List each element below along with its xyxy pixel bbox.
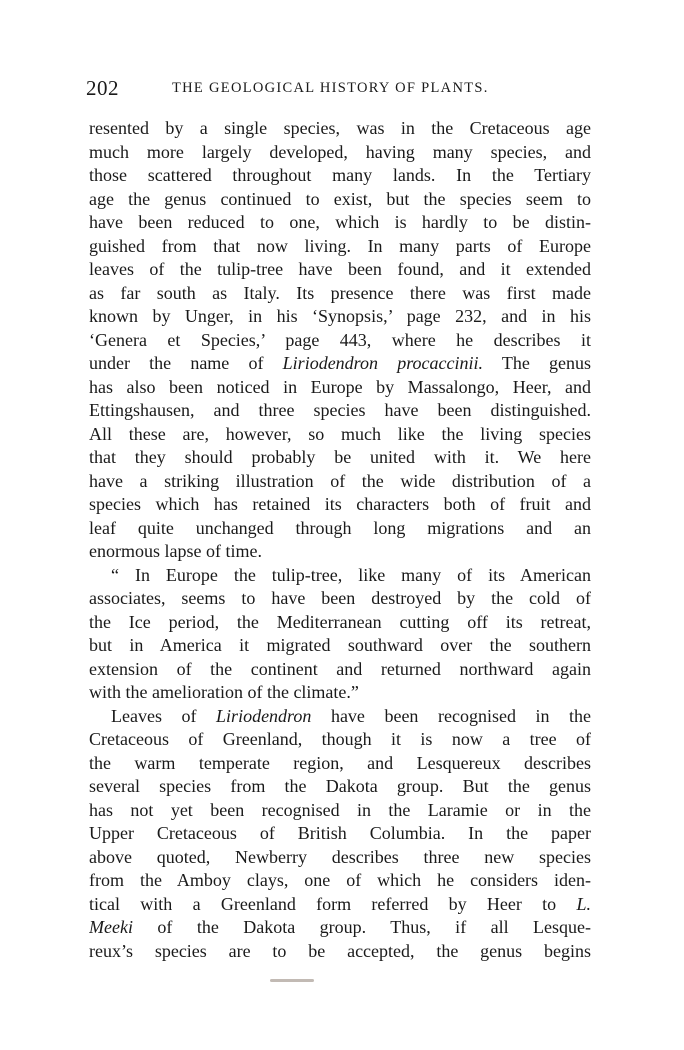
text-line: the warm temperate region, and Lesquereux describes — [89, 752, 591, 773]
text-line — [89, 352, 591, 376]
text-line: as far south as Italy. Its presence there was first made — [89, 282, 591, 303]
text-line: Ettingshausen, and three species have been distinguished. — [89, 400, 591, 420]
text-line: species which has retained its characters both of fruit and — [89, 494, 591, 514]
running-head — [86, 76, 596, 104]
text-line: “ In Europe the tulip-tree, like many of its American — [111, 564, 591, 585]
text-line: ‘Genera et Species,’ page 443, where he describes it — [89, 329, 591, 350]
text-line: has also been noticed in Europe by Massalongo, Heer, and — [89, 376, 591, 397]
text-line: those scattered throughout many lands. In the Tertiary — [89, 165, 591, 185]
text-segment: Leaves of — [111, 705, 197, 726]
text-line: that they should probably be united with it. We here — [89, 447, 591, 467]
body-text — [89, 117, 591, 963]
paragraph — [89, 117, 591, 564]
page-number: 202 — [86, 76, 119, 100]
text-line: enormous lapse of time. — [89, 541, 262, 561]
paragraph — [89, 705, 591, 964]
text-line: above quoted, Newberry describes three new species — [89, 846, 591, 867]
text-segment: under the name of — [89, 353, 264, 373]
text-line: associates, seems to have been destroyed by the cold of — [89, 588, 591, 608]
text-line: much more largely developed, having many species, and — [89, 141, 591, 162]
text-line: Cretaceous of Greenland, though it is now a tree of — [89, 729, 591, 749]
text-line: have a striking illustration of the wide distribution of a — [89, 470, 591, 491]
text-line: has not yet been recognised in the Laramie or in the — [89, 799, 591, 820]
text-line — [89, 916, 591, 940]
text-line: resented by a single species, was in the Cretaceous age — [89, 118, 591, 138]
text-line: known by Unger, in his ‘Synopsis,’ page 232, and in his — [89, 306, 591, 326]
text-line: Upper Cretaceous of British Columbia. In the paper — [89, 823, 591, 843]
text-line: several species from the Dakota group. But the genus — [89, 776, 591, 796]
text-segment: of the Dakota group. Thus, if all Lesque- — [157, 917, 591, 937]
text-line: reux’s species are to be accepted, the genus begins — [89, 940, 591, 961]
text-line: the Ice period, the Mediterranean cutting off its retreat, — [89, 611, 591, 632]
text-line: guished from that now living. In many parts of Europe — [89, 235, 591, 256]
italic-species-name: Meeki — [89, 917, 133, 937]
text-segment: The genus — [501, 353, 591, 373]
text-line: extension of the continent and returned northward again — [89, 658, 591, 679]
ink-smudge — [270, 979, 314, 982]
text-line: but in America it migrated southward over the southern — [89, 635, 591, 655]
text-line: All these are, however, so much like the living species — [89, 423, 591, 444]
text-line: leaf quite unchanged through long migrations and an — [89, 517, 591, 538]
text-line: from the Amboy clays, one of which he considers iden- — [89, 870, 591, 890]
italic-genus-name: Liriodendron — [216, 705, 312, 726]
text-line: age the genus continued to exist, but the species seem to — [89, 188, 591, 209]
text-line — [89, 893, 591, 917]
quoted-paragraph — [89, 564, 591, 705]
text-line — [89, 705, 591, 729]
italic-species-name: Liriodendron procaccinii. — [282, 353, 483, 373]
text-line: with the amelioration of the climate.” — [89, 682, 359, 702]
text-line: have been reduced to one, which is hardly to be distin- — [89, 212, 591, 232]
italic-genus-abbrev: L. — [576, 893, 591, 914]
text-line: leaves of the tulip-tree have been found, and it extended — [89, 259, 591, 279]
running-title: THE GEOLOGICAL HISTORY OF PLANTS. — [172, 80, 489, 96]
text-segment: tical with a Greenland form referred by Heer to — [89, 893, 557, 914]
text-segment: have been recognised in the — [330, 705, 591, 726]
